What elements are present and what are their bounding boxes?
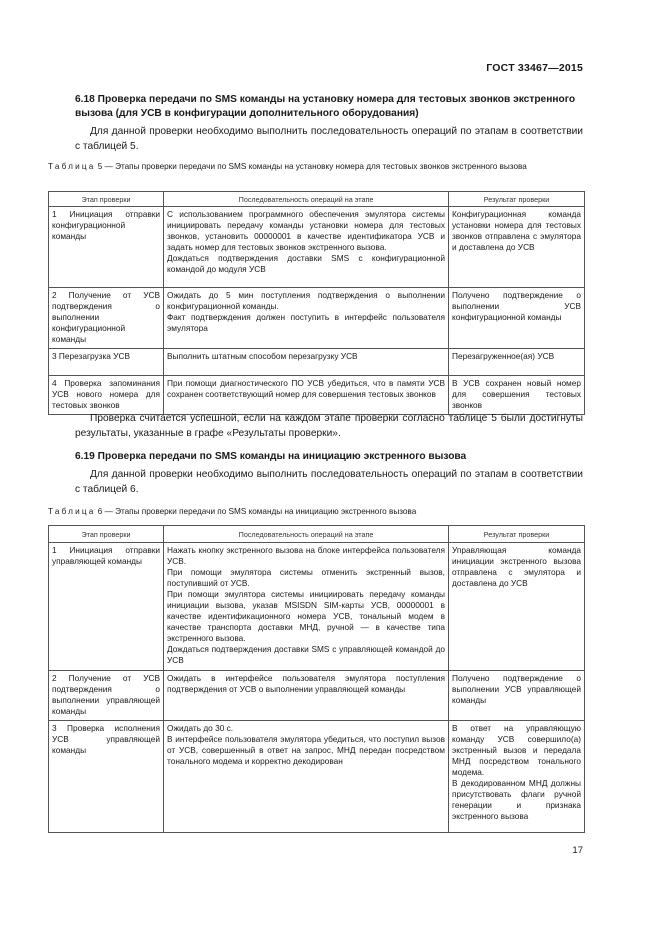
table-cell-result: В ответ на управляющую команду УСВ совершило(а) экстренный вызов и передала МНД посредством тонального модема. В декодированном МНД должны присутствовать флаги ручной генерации и признака экстренного вызова	[449, 721, 585, 833]
table5-header-stage: Этап проверки	[49, 192, 164, 207]
table-row	[49, 288, 585, 349]
table6-caption-word: Таблица	[48, 507, 96, 516]
table-cell-stage: 3 Проверка исполнения УСВ управляющей команды	[49, 721, 164, 833]
table6-header-row	[49, 526, 585, 543]
table-cell-operations: Нажать кнопку экстренного вызова на блоке интерфейса пользователя УСВ. При помощи эмулятора системы отменить экстренный вызов, поступивший от УСВ. При помощи эмулятора системы инициировать передачу команды инициации вызова, указав MSISDN SIM-карты УСВ, 00000001 в качестве идентификационного номера УСВ, тональный модем в качестве транспорта доставки МНД, ручной — в качестве типа экстренного вызова. Дождаться подтверждения доставки SMS с управляющей командой до УСВ	[164, 543, 449, 671]
table-cell-stage: 2 Получение от УСВ подтверждения о выполнении конфигурационной команды	[49, 288, 164, 349]
table-cell-result: Перезагруженное(ая) УСВ	[449, 349, 585, 376]
table5-caption	[48, 161, 583, 173]
table-cell-operations	[164, 207, 449, 288]
page-number: 17	[572, 845, 583, 856]
table-cell-result: Получено подтверждение о выполнении УСВ управляющей команды	[449, 671, 585, 721]
table-row	[49, 543, 585, 671]
table-cell-stage: 3 Перезагрузка УСВ	[49, 349, 164, 376]
table6-header-result: Результат проверки	[449, 526, 585, 543]
table5	[48, 191, 585, 415]
table-cell-operations: Выполнить штатным способом перезагрузку УСВ	[164, 349, 449, 376]
table-cell-operations: При помощи диагностического ПО УСВ убедиться, что в памяти УСВ сохранен соответствующий номер для совершения тестовых звонков	[164, 376, 449, 415]
table-cell-operations: Ожидать до 30 с. В интерфейсе пользователя эмулятора убедиться, что поступил вызов от УСВ, совершенный в ответ на запрос, МНД передан посредством тонального модема и корректно декодирован	[164, 721, 449, 833]
table-row	[49, 671, 585, 721]
table-cell-result: Управляющая команда инициации экстренного вызова отправлена с эмулятора и доставлена до УСВ	[449, 543, 585, 671]
table6-caption	[48, 506, 583, 518]
table-row	[49, 721, 585, 833]
table5-header-operations: Последовательность операций на этапе	[164, 192, 449, 207]
table-row	[49, 376, 585, 415]
table5-header-result: Результат проверки	[449, 192, 585, 207]
table6-caption-text: 6 — Этапы проверки передачи по SMS команды на инициацию экстренного вызова	[97, 507, 417, 516]
table-row	[49, 349, 585, 376]
table5-caption-word: Таблица	[48, 162, 96, 171]
table-cell-result: Получено подтверждение о выполнении УСВ конфигурационной команды	[449, 288, 585, 349]
section-619-heading: 6.19 Проверка передачи по SMS команды на инициацию экстренного вызова	[75, 451, 467, 462]
table6	[48, 525, 585, 833]
table6-header-stage: Этап проверки	[49, 526, 164, 543]
table6-header-operations: Последовательность операций на этапе	[164, 526, 449, 543]
table-cell-stage: 1 Инициация отправки управляющей команды	[49, 543, 164, 671]
table-cell-stage: 2 Получение от УСВ подтверждения о выполнении управляющей команды	[49, 671, 164, 721]
section-619-intro: Для данной проверки необходимо выполнить последовательность операций по этапам в соответствии с таблицей 6.	[75, 469, 583, 495]
standard-number: ГОСТ 33467—2015	[486, 62, 583, 74]
section-618-heading: 6.18 Проверка передачи по SMS команды на установку номера для тестовых звонков экстренного вызова (для УСВ в конфигурации дополнительного оборудования)	[75, 94, 576, 119]
table-cell-result: Конфигурационная команда установки номера для тестовых звонков отправлена с эмулятора и доставлена до УСВ	[449, 207, 585, 288]
operation-line: С использованием программного обеспечения эмулятора системы инициировать передачу команды установки номера для тестовых звонков, установить 00000001 в качестве идентификатора УСВ и задать номер для тестовых звонков экстренного вызова. Дождаться подтверждения доставки SMS с конфигурационной командой до модуля УСВ	[167, 209, 445, 274]
table-cell-operations: Ожидать в интерфейсе пользователя эмулятора поступления подтверждения от УСВ о выполнении управляющей команды	[164, 671, 449, 721]
table5-caption-text: 5 — Этапы проверки передачи по SMS команды на установку номера для тестовых звонков экстренного вызова	[97, 162, 527, 171]
table-cell-result: В УСВ сохранен новый номер для совершения тестовых звонков	[449, 376, 585, 415]
table-cell-stage: 1 Инициация отправки конфигурационной команды	[49, 207, 164, 288]
table5-header-row	[49, 192, 585, 207]
table-cell-stage: 4 Проверка запоминания УСВ нового номера для тестовых звонков	[49, 376, 164, 415]
section-618-intro: Для данной проверки необходимо выполнить последовательность операций по этапам в соответствии с таблицей 5.	[75, 126, 583, 152]
table-cell-operations: Ожидать до 5 мин поступления подтверждения о выполнении конфигурационной команды. Факт подтверждения должен поступить в интерфейс пользователя эмулятора	[164, 288, 449, 349]
section-618-conclusion: Проверка считается успешной, если на каждом этапе проверки согласно таблице 5 были достигнуты результаты, указанные в графе «Результаты проверки».	[75, 413, 583, 439]
table-row	[49, 207, 585, 288]
